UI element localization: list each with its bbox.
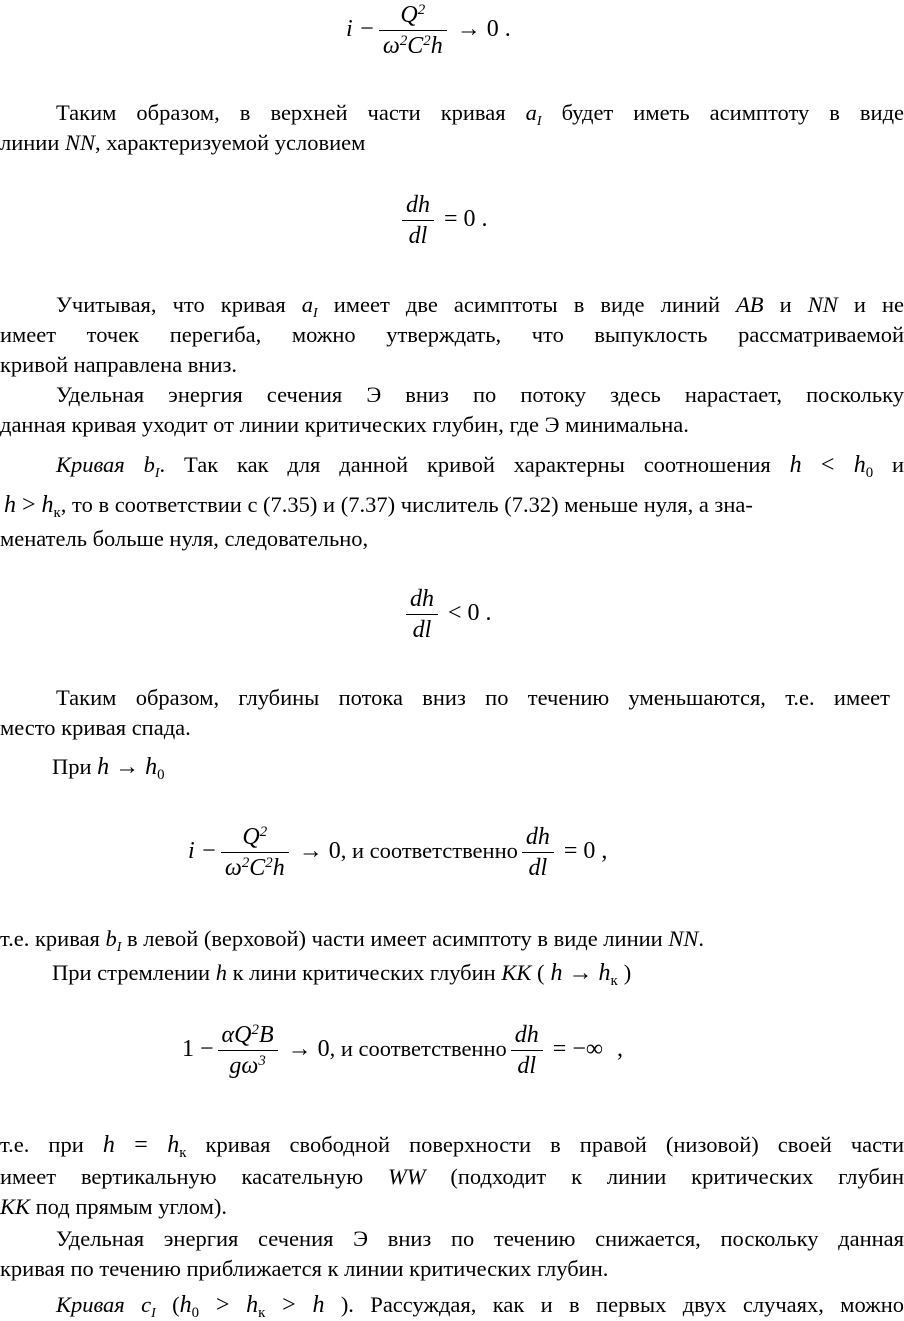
fraction: $\frac{dh}{dl}$: [511, 1020, 543, 1081]
fraction: $\frac{\alpha Q^2B}{g\omega^3}$: [218, 1020, 278, 1081]
formula-i-minus-q2-with-dh-dl: i − $\frac{Q^2}{\omega^2C^2h}$ → 0, и соответственно $\frac{dh}{dl}$ = 0 ,: [188, 823, 608, 881]
paragraph-line: имеет вертикальную касательную WW (подходит к линии критических глубин: [0, 1164, 904, 1189]
paragraph-line: т.е. кривая $b_I$ в левой (верховой) части имеет асимптоту в виде линии NN.: [0, 926, 704, 955]
paragraph-line: т.е. при $h = h_к$ кривая свободной поверхности в правой (низовой) своей части: [0, 1132, 904, 1162]
paragraph-line: Удельная энергия сечения Э вниз по течению снижается, поскольку данная: [56, 1226, 904, 1251]
fraction: $\frac{Q^2}{\omega^2C^2h}$: [379, 0, 447, 61]
paragraph-line: $h > h_к$, то в соответствии с (7.35) и (7.37) числитель (7.32) меньше нуля, а зна-: [4, 492, 753, 522]
paragraph-line: Таким образом, в верхней части кривая $a_I$ будет иметь асимптоту в виде: [56, 100, 904, 129]
formula-i-minus-q2-over-omega2c2h: i − $\frac{Q^2}{\omega^2C^2h}$ → 0 .: [346, 1, 511, 59]
paragraph-line: данная кривая уходит от линии критических глубин, где Э минимальна.: [0, 412, 689, 437]
formula-1-minus-alpha-q2b: 1 − $\frac{\alpha Q^2B}{g\omega^3}$ → 0, и соответственно $\frac{dh}{dl}$ = −∞ ,: [182, 1021, 623, 1079]
fraction: $\frac{dh}{dl}$: [402, 190, 434, 251]
paragraph-line: Кривая $b_I$. Так как для данной кривой характерны соотношения $h < h_0$ и: [56, 452, 904, 482]
paragraph-line: Учитывая, что кривая $a_I$ имеет две асимптоты в виде линий AB и NN и не: [56, 292, 904, 321]
formula-lhs: i −: [346, 16, 375, 43]
paragraph-line: место кривая спада.: [0, 715, 191, 740]
formula-dh-dl-less-than-zero: $\frac{dh}{dl}$ < 0 .: [402, 584, 492, 645]
paragraph-line: менатель больше нуля, следовательно,: [0, 526, 369, 551]
formula-dh-dl-equals-zero: $\frac{dh}{dl}$ = 0 .: [398, 190, 488, 251]
paragraph-line: При $h \to h_0$: [52, 754, 165, 784]
paragraph-line: кривой направлена вниз.: [0, 352, 238, 377]
fraction: $\frac{Q^2}{\omega^2C^2h}$: [221, 822, 289, 883]
fraction: $\frac{dh}{dl}$: [522, 822, 554, 883]
paragraph-line: Удельная энергия сечения Э вниз по потоку здесь нарастает, поскольку: [56, 382, 904, 407]
paragraph-line: кривая по течению приближается к линии критических глубин.: [0, 1256, 609, 1281]
paragraph-line: имеет точек перегиба, можно утверждать, что выпуклость рассматриваемой: [0, 322, 904, 347]
paragraph-line: KK под прямым углом).: [0, 1194, 227, 1219]
fraction: $\frac{dh}{dl}$: [406, 584, 438, 645]
paragraph-line: При стремлении h к лини критических глубин KK ( $h \to h_к$ ): [52, 960, 632, 990]
paragraph-line: Кривая $c_I$ ($h_0 > h_к > h$ ). Рассуждая, как и в первых двух случаях, можно: [56, 1292, 904, 1321]
paragraph-line: Таким образом, глубины потока вниз по течению уменьшаются, т.е. имеет: [56, 685, 890, 710]
paragraph-line: линии NN, характеризуемой условием: [0, 130, 366, 155]
